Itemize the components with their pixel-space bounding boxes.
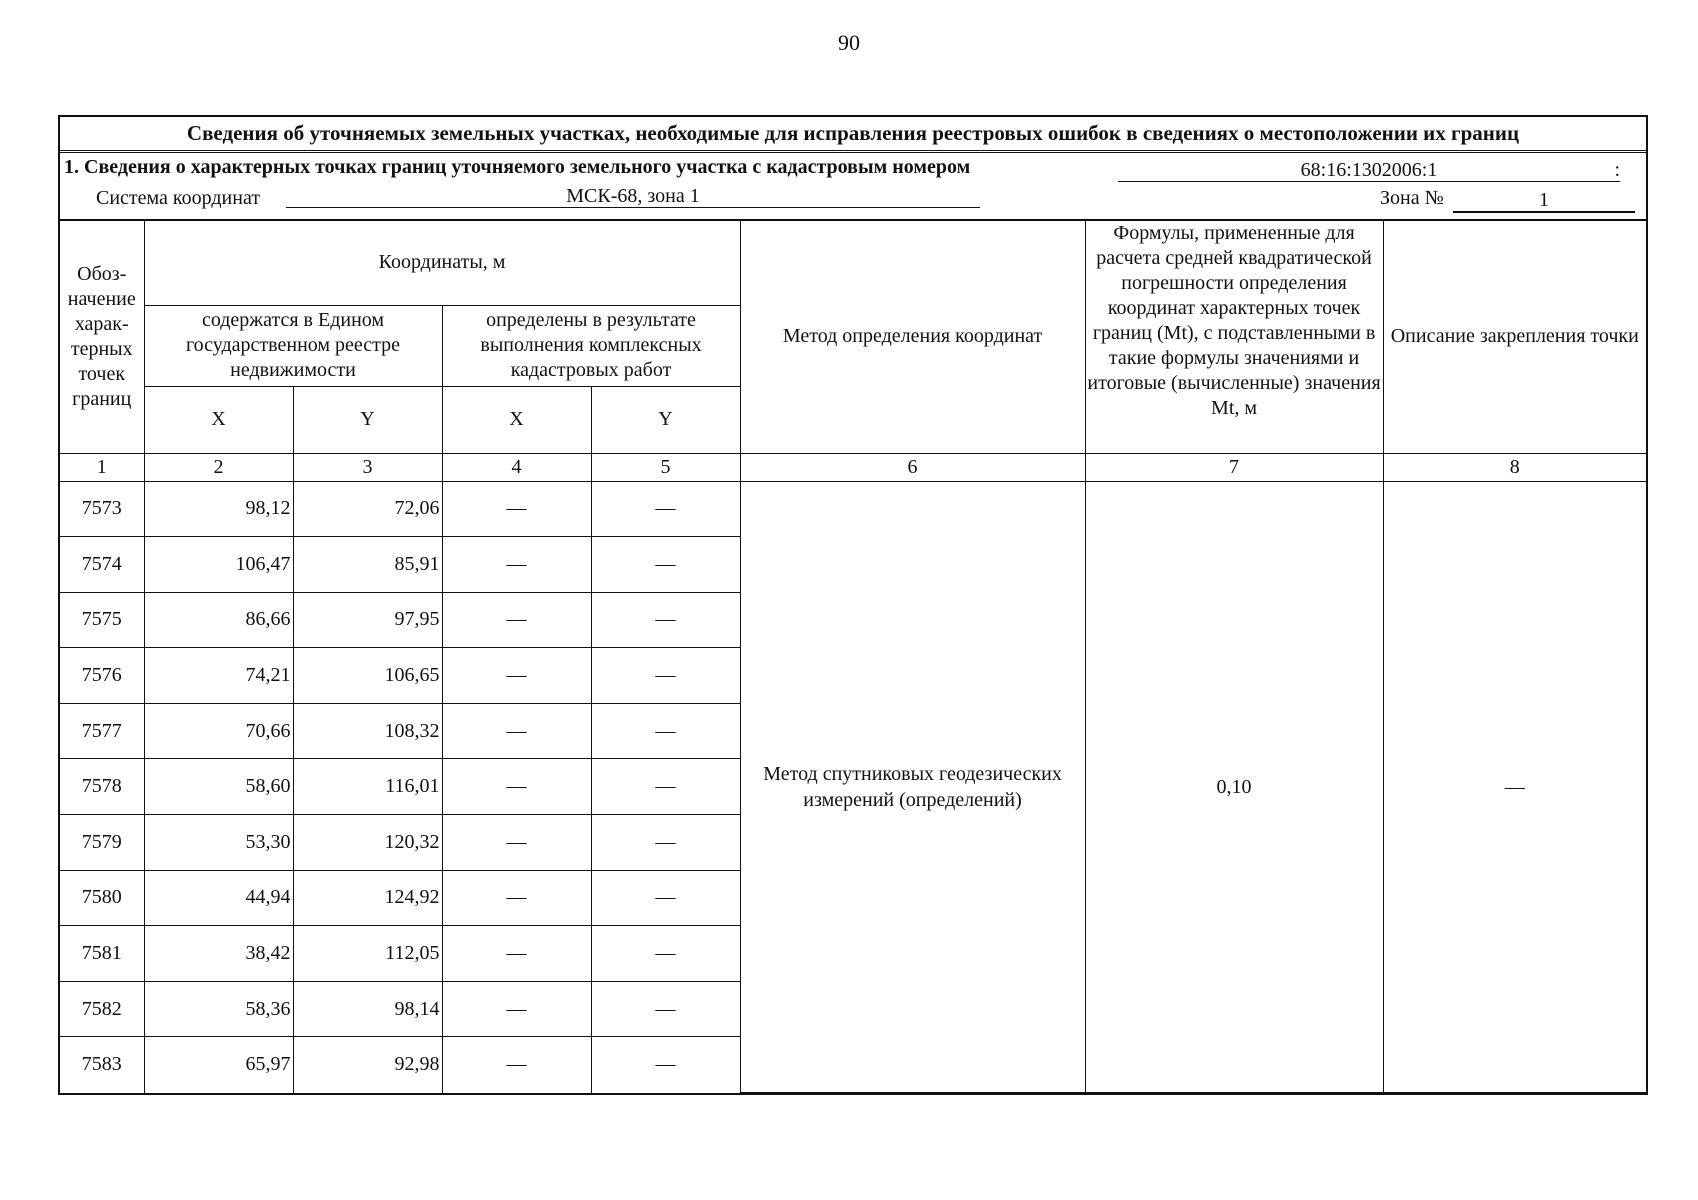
- x-registry-cell: 44,94: [144, 870, 293, 926]
- header-y-registry: Y: [293, 386, 442, 453]
- y-registry-cell: 106,65: [293, 648, 442, 704]
- point-id-cell: 7579: [60, 815, 144, 871]
- point-id-cell: 7578: [60, 759, 144, 815]
- x-determined-cell: —: [442, 981, 591, 1037]
- x-determined-cell: —: [442, 1037, 591, 1093]
- y-registry-cell: 98,14: [293, 981, 442, 1037]
- y-registry-cell: 112,05: [293, 926, 442, 982]
- x-determined-cell: —: [442, 759, 591, 815]
- y-registry-cell: 116,01: [293, 759, 442, 815]
- header-description: Описание закрепления точки: [1383, 221, 1646, 453]
- x-registry-cell: 86,66: [144, 592, 293, 648]
- x-registry-cell: 70,66: [144, 703, 293, 759]
- point-id-cell: 7580: [60, 870, 144, 926]
- point-id-cell: 7582: [60, 981, 144, 1037]
- zone-label: Зона №: [1380, 187, 1444, 209]
- header-in-registry: содержатся в Едином государственном реестре недвижимости: [144, 305, 442, 386]
- section-header: [60, 153, 1646, 221]
- cadastral-number-field: [1118, 159, 1620, 182]
- zone-value: 1: [1539, 189, 1549, 211]
- column-number: 5: [591, 453, 740, 481]
- header-x-registry: X: [144, 386, 293, 453]
- y-registry-cell: 85,91: [293, 537, 442, 593]
- x-registry-cell: 98,12: [144, 481, 293, 537]
- y-determined-cell: —: [591, 592, 740, 648]
- x-registry-cell: 53,30: [144, 815, 293, 871]
- x-registry-cell: 58,36: [144, 981, 293, 1037]
- y-determined-cell: —: [591, 926, 740, 982]
- x-registry-cell: 74,21: [144, 648, 293, 704]
- y-determined-cell: —: [591, 537, 740, 593]
- column-number: 6: [740, 453, 1085, 481]
- header-determined: определены в результате выполнения комплексных кадастровых работ: [442, 305, 740, 386]
- y-registry-cell: 120,32: [293, 815, 442, 871]
- zone-field: [1453, 189, 1635, 213]
- y-registry-cell: 92,98: [293, 1037, 442, 1093]
- coord-system-label: Система координат: [96, 187, 261, 209]
- y-determined-cell: —: [591, 870, 740, 926]
- y-determined-cell: —: [591, 759, 740, 815]
- x-determined-cell: —: [442, 481, 591, 537]
- points-table: [60, 221, 1646, 1093]
- y-determined-cell: —: [591, 648, 740, 704]
- header-y-determined: Y: [591, 386, 740, 453]
- main-title: Сведения об уточняемых земельных участках, необходимые для исправления реестровых ошибок в сведениях о местоположении их границ: [60, 117, 1646, 153]
- x-determined-cell: —: [442, 926, 591, 982]
- point-id-cell: 7581: [60, 926, 144, 982]
- section-title: 1. Сведения о характерных точках границ уточняемого земельного участка с кадастровым номером: [64, 156, 971, 178]
- cadastral-colon: :: [1614, 159, 1620, 181]
- method-cell: Метод спутниковых геодезических измерений (определений): [740, 481, 1085, 1093]
- x-determined-cell: —: [442, 870, 591, 926]
- header-point-designation: Обоз-начение харак-терных точек границ: [60, 221, 144, 453]
- point-id-cell: 7573: [60, 481, 144, 537]
- coord-system-value: МСК-68, зона 1: [566, 185, 700, 207]
- header-coordinates: Координаты, м: [144, 221, 740, 305]
- column-number: 1: [60, 453, 144, 481]
- table-row: [60, 481, 1646, 537]
- header-formulas: Формулы, примененные для расчета средней квадратической погрешности определения координат характерных точек границ (Mt), с подставленными в такие формулы значениями и итоговые (вычисленные) значения Mt, м: [1085, 221, 1383, 453]
- header-method: Метод определения координат: [740, 221, 1085, 453]
- x-registry-cell: 106,47: [144, 537, 293, 593]
- y-determined-cell: —: [591, 703, 740, 759]
- column-number: 2: [144, 453, 293, 481]
- header-x-determined: X: [442, 386, 591, 453]
- x-determined-cell: —: [442, 648, 591, 704]
- x-determined-cell: —: [442, 537, 591, 593]
- point-id-cell: 7576: [60, 648, 144, 704]
- document-frame: [58, 115, 1648, 1095]
- column-number: 8: [1383, 453, 1646, 481]
- x-registry-cell: 65,97: [144, 1037, 293, 1093]
- y-registry-cell: 124,92: [293, 870, 442, 926]
- coord-system-field: [286, 185, 980, 208]
- column-number: 3: [293, 453, 442, 481]
- point-id-cell: 7574: [60, 537, 144, 593]
- y-determined-cell: —: [591, 815, 740, 871]
- y-registry-cell: 72,06: [293, 481, 442, 537]
- x-determined-cell: —: [442, 815, 591, 871]
- cadastral-number: 68:16:1302006:1: [1300, 159, 1438, 181]
- x-determined-cell: —: [442, 703, 591, 759]
- x-determined-cell: —: [442, 592, 591, 648]
- mt-value-cell: 0,10: [1085, 481, 1383, 1093]
- y-registry-cell: 108,32: [293, 703, 442, 759]
- y-determined-cell: —: [591, 481, 740, 537]
- point-id-cell: 7575: [60, 592, 144, 648]
- column-number: 7: [1085, 453, 1383, 481]
- column-number: 4: [442, 453, 591, 481]
- y-registry-cell: 97,95: [293, 592, 442, 648]
- x-registry-cell: 38,42: [144, 926, 293, 982]
- point-id-cell: 7577: [60, 703, 144, 759]
- description-cell: —: [1383, 481, 1646, 1093]
- y-determined-cell: —: [591, 1037, 740, 1093]
- point-id-cell: 7583: [60, 1037, 144, 1093]
- page-number: 90: [838, 30, 860, 55]
- x-registry-cell: 58,60: [144, 759, 293, 815]
- y-determined-cell: —: [591, 981, 740, 1037]
